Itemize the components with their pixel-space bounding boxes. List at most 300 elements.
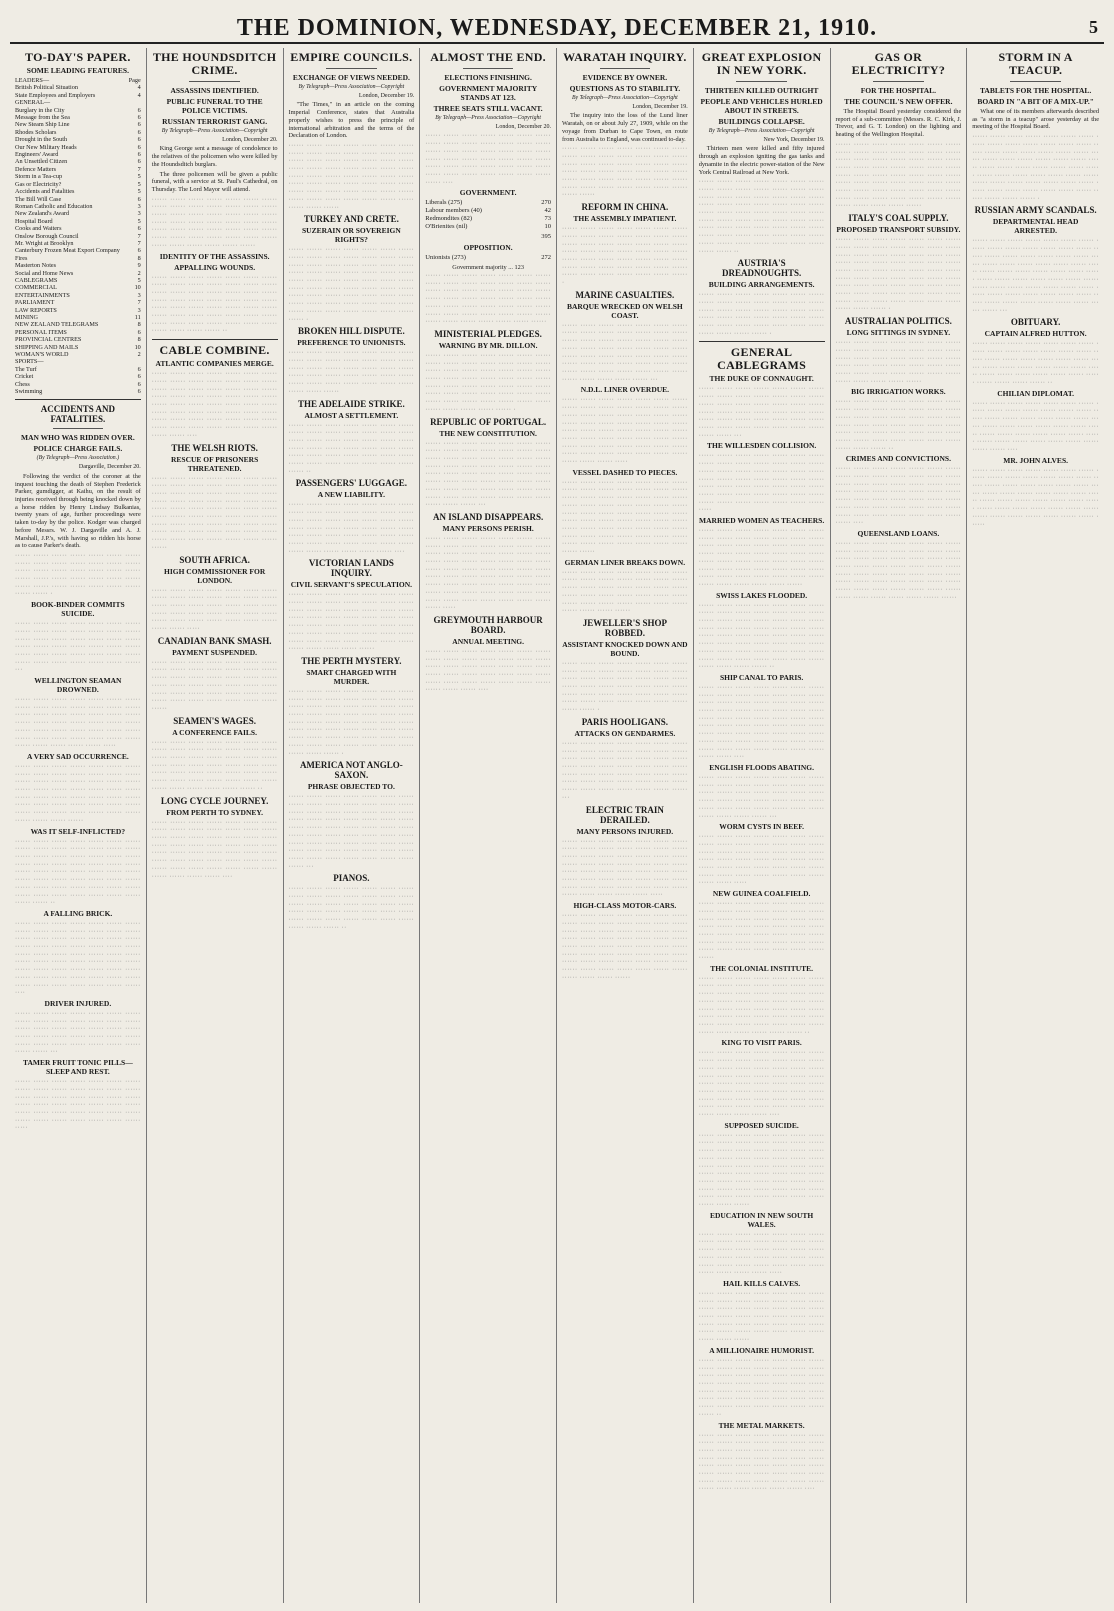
- public-funeral-heading: PUBLIC FUNERAL TO THE POLICE VICTIMS.: [166, 97, 263, 115]
- article-filler: ······ ······ ······ ······ ······ ······ ······ ······ ······ ······ ······ ······ ······ ······ ······ ······ ······ ······ ······ ······ ······ ······ ······ ······ ······ ······ ······ ······ ······ ······ ······ ······ ······ ······ ······ ······ ······ ······ ······ ······ ······ ······ ······ ······ ······ ······ ······ ······ ······ ······ ······ ······ ······ ······ ······ ······ ······ ······ ······ ······: [562, 912, 688, 981]
- index-row: [15, 181, 141, 188]
- index-row: [15, 388, 141, 395]
- divider: [15, 399, 141, 400]
- article-filler: ······ ······ ······ ······ ······ ······ ······ ······ ······ ······ ······ ······ ······ ······ ······ ······ ······ ······ ······ ······ ······ ······ ······ ······ ······ ······ ······ ······ ······ ······ ······ ······ ······ ······ ······ ······ ······ ······: [288, 349, 415, 395]
- leading-features-subheading: SOME LEADING FEATURES.: [26, 66, 129, 75]
- divider: [152, 339, 278, 340]
- article-filler: ······ ······ ······ ······ ······ ······ ······ ······ ······ ······ ······ ······ ······ ······ ······ ······ ······ ······ ······ ······ ······ ······ ······ ······ ······ ······ ······ ······ ······ ······ ······ ······ ······ ······ ······ ······ ······ ······ ······ ······ ······ ······ ······ ······ ······ ······ ······ ······ ······ ······ ······ ······ ······ ······ ······ ······ ······ ······ ······ ······ ··: [698, 601, 825, 671]
- index-page: 6: [137, 143, 141, 151]
- article-filler: ······ ······ ······ ······ ······ ······ ······ ······ ······ ······ ······ ······ ······ ······ ······ ······ ······ ······ ······ ······ ······ ······ ······ ······ ······ ······ ······ ······ ······ ······ ······ ······ ······ ······ ······ ······ ······ ······ ······ ······ ······ ······ ······ ······ ······ ······ ······ ······ ······ ······ ······ ······ ······ ······ ······ ······ ······ ······ ······: [288, 141, 415, 211]
- index-page: 3: [137, 306, 141, 314]
- party-label: Unionists (273): [425, 254, 466, 262]
- index-row: [15, 314, 141, 321]
- party-label: O'Brienites (nil): [425, 223, 468, 231]
- byline: (By Telegraph—Press Association.): [36, 455, 120, 462]
- barque-heading: BARQUE WRECKED ON WELSH COAST.: [566, 301, 683, 320]
- article-filler: ······ ······ ······ ······ ······ ······ ······ ······ ······ ······ ······ ······ ······ ······ ······ ······ ······ ······ ······ ······ ······ ······ ······ ······ ······ ······ ······ ······ ······ ······ ······ ······ ······ ······ ······ ······ ······ ······ ······ ······ ······ ······ ······ ······ ······ ······ ······ ······ ······ ······ ······ ······ ······ ······ ······ ····: [698, 1431, 825, 1493]
- index-row: [15, 121, 141, 128]
- wounds-heading: APPALLING WOUNDS.: [174, 262, 256, 272]
- index-page: 3: [137, 291, 141, 299]
- dreadnoughts-heading: AUSTRIA'S DREADNOUGHTS.: [721, 258, 802, 279]
- index-page: 6: [137, 114, 141, 122]
- article-filler: ······ ······ ······ ······ ······ ······ ······ ······ ······ ······ ······ ······ ······ ······ ······ ······ ······ ······ ······ ······ ······ ······ ······ ······ ······ ······ ······ ······ ······ ······ ······ ······ ······ ······ ······ ······ ······ ······ ······ ······ ······ ······ ······ ······ ······ ······ ······ ······ ······ ······ ······ ······ ······ ······ ······ ······ ······ ······ ······ ······ ······ ······ ······ ······ ······ ······: [698, 1131, 825, 1209]
- index-page: 6: [137, 388, 141, 396]
- vehicles-hurled-heading: PEOPLE AND VEHICLES HURLED ABOUT IN STREETS.: [700, 97, 823, 115]
- index-row: [15, 144, 141, 151]
- hospital-heading: FOR THE HOSPITAL.: [860, 86, 937, 95]
- index-label: The Turf: [15, 365, 37, 373]
- seaman-drowned-heading: WELLINGTON SEAMAN DROWNED.: [34, 676, 122, 695]
- pledges-heading: MINISTERIAL PLEDGES.: [434, 328, 542, 339]
- article-filler: ······ ······ ······ ······ ······ ······ ······ ······ ······ ······ ······ ······ ······ ······ ······ ······ ······ ······ ······ ······ ······ ······ ······ ······ ······ ······ ······ ······ ······ ······ ······ ······ ······ ······ ······ ······ ······ ······ ······ ······ ······ ······ ······ ······ ·····: [698, 833, 825, 887]
- adelaide-strike-heading: THE ADELAIDE STRIKE.: [297, 398, 405, 409]
- broken-hill-heading: BROKEN HILL DISPUTE.: [297, 326, 405, 337]
- hail-heading: HAIL KILLS CALVES.: [723, 1278, 801, 1288]
- murder-heading: SMART CHARGED WITH MURDER.: [306, 667, 397, 686]
- article-filler: ······ ······ ······ ······ ······ ······ ······ ······ ······ ······ ······ ······ ······ ······ ······ ······ ······ ······ ······ ······ ······ ······ ······ ······ ······ ······ ······ ······ ······ ······ ······ ······ ······ ······ ······ ······ ······ ······ ······ ···: [698, 774, 825, 820]
- article-filler: ······ ······ ······ ······ ······ ······ ······ ······ ······ ······ ······ ······ ······ ······ ······ ······ ······ ······ ······ ······ ······ ······ ······ ······ ······ ······ ······ ······ ······ ······ ······ ······ ······ ······ ······ ······ ······ ······ ······ ······ ······ ······ ······ ······ ······ ······ ······ ······ ······ ······ ······ ······ ······ ······ ······ ······ ······ ······ ······ ······ ······ ······ ······ ····: [15, 919, 141, 997]
- irrigation-heading: BIG IRRIGATION WORKS.: [851, 387, 946, 397]
- index-page: 9: [137, 262, 141, 270]
- article-filler: ······ ······ ······ ······ ······ ······ ······ ······ ······ ······ ······ ······ ······ ······ ······ ······ ······ ······ ······ ······ ······ ······ ······ ······ ······ ······ ······ ······ ······ ······ ······ ······ ······ ······ ······ ······ ······ ······ ······ ······ ······ ······ ······ ······ ······ ······ ······ ······ ······ ···: [562, 739, 688, 801]
- index-label: PROVINCIAL CENTRES: [15, 336, 82, 344]
- article-filler: ······ ······ ······ ······ ······ ······ ······ ······ ······ ······ ······ ······ ······ ······ ······ ······ ······ ······ ······ ······ ······ ······ ······ ······ ······ ······ ······ ······ ······ ······ ······ ······ ······ ······ ······ ······ ······ ·····: [151, 586, 278, 633]
- building-heading: BUILDING ARRANGEMENTS.: [708, 280, 815, 290]
- coalfield-heading: NEW GUINEA COALFIELD.: [712, 889, 811, 899]
- index-row: [15, 196, 141, 203]
- table-row: [425, 223, 551, 231]
- index-row: [15, 107, 141, 114]
- index-label: ENTERTAINMENTS: [15, 291, 70, 299]
- falling-brick-heading: A FALLING BRICK.: [43, 908, 113, 918]
- index-label: Roman Catholic and Education: [15, 202, 93, 210]
- opposition-table-title: OPPOSITION.: [463, 243, 513, 253]
- article-filler: ······ ······ ······ ······ ······ ······ ······ ······ ······ ······ ······ ······ ······ ······ ······ ······ ······ ······ ······ ······ ······ ······ ······ ······ ······ ······ ······ ······ ······ ······ ······ ······ ······ ······ ······ ······ ······ ······ ······ ······ ······ ······ ······ ······ ······ ······ ······ ······ ····: [288, 501, 415, 555]
- column-6: [694, 48, 831, 1603]
- king-paris-heading: KING TO VISIT PARIS.: [721, 1038, 802, 1048]
- article-filler: ······ ······ ······ ······ ······ ······ ······ ······ ······ ······ ······ ······ ······ ······ ······ ······ ······ ······ ······ ······ ······ ······ ······ ······ ······ ······ ······ ······ ······ ······ ······ ······ ······ ······ ······ ······ ······ ······ ······ ······ ······ ······ ······ ······ ······ ······ ······ ······ ······ ······ ······ ······ ······ ······ ·: [425, 351, 551, 413]
- cable-combine-heading: CABLE COMBINE.: [159, 343, 270, 358]
- article-filler: ······ ······ ······ ······ ······ ······ ······ ······ ······ ······ ······ ······ ······ ······ ······ ······ ······ ······ ······ ······ ······ ······ ······ ······ ······ ······ ······ ······ ······ ······ ······ ······ ······ ······ ······ ······ ······ ······ ······ ······ ······ ······ ······ ······ ······ ······ ······ ······ ······ ······ ······ ······ ······ ······ ······ ······ ······ ······ ······ ···: [425, 439, 551, 509]
- liability-heading: A NEW LIABILITY.: [317, 490, 386, 500]
- constitution-heading: THE NEW CONSTITUTION.: [439, 428, 537, 438]
- evidence-heading: EVIDENCE BY OWNER.: [582, 73, 668, 82]
- byline: By Telegraph—Press Association—Copyright: [298, 84, 405, 90]
- index-page: 6: [137, 151, 141, 159]
- index-page: 6: [137, 128, 141, 136]
- majority-heading: GOVERNMENT MAJORITY STANDS AT 123.: [439, 84, 538, 102]
- assembly-heading: THE ASSEMBLY IMPATIENT.: [573, 214, 677, 224]
- worm-cysts-heading: WORM CYSTS IN BEEF.: [719, 822, 804, 832]
- explosion-heading: GREAT EXPLOSION IN NEW YORK.: [701, 50, 822, 77]
- swiss-lakes-heading: SWISS LAKES FLOODED.: [716, 590, 808, 600]
- index-label: Gas or Electricity?: [15, 180, 62, 188]
- hooligans-heading: PARIS HOOLIGANS.: [581, 716, 669, 727]
- article-filler: ······ ······ ······ ······ ······ ······ ······ ······ ······ ······ ······ ······ ······ ······ ······ ······ ······ ······ ······ ······ ······ ······ ······ ······ ······ ······ ······ ······ ······ ······ ······ ······ ······ ······ ······ ······ ······ ······ ······ ······ ······ ······ ······ ······ ······ ····: [972, 399, 1099, 453]
- thirteen-killed-heading: THIRTEEN KILLED OUTRIGHT: [704, 86, 819, 95]
- army-scandals-heading: RUSSIAN ARMY SCANDALS.: [974, 205, 1097, 216]
- article-filler: ······ ······ ······ ······ ······ ······ ······ ······ ······ ······ ······ ······ ······ ······ ······ ······ ······ ······ ······ ······ ······ ······ ······ ······ ······ ······ ······ ······ ······ ······ ······ ······ ······ ······ ······ ······ ······ ······ ··: [288, 885, 415, 931]
- index-label: Fires: [15, 254, 28, 262]
- column-8: [967, 48, 1104, 1603]
- article-text: Following the verdict of the coroner at the inquest touching the death of Stephen Frederick Parker, gumdigger, at Kaihu, on the result of injuries received through being knocked down by a horse ridden by Henry Lindsay Bulkanias, twenty years of age, further proceedings were taken to-day by the police. Kodger was charged before Messrs. W. J. Dargaville and A. J. Marshall, J.P.'s, with having so ridden his horse as to cause Parker's death.: [15, 472, 141, 550]
- index-row: [15, 203, 141, 210]
- article-filler: ······ ······ ······ ······ ······ ······ ······ ······ ······ ······ ······ ······ ······ ······ ······ ······ ······ ······ ······ ······ ······ ······ ······ ······ ······ ······ ······ ······ ······ ······ ······ ······ ······ ······ ······ ······ ······ ······ ······ ······ ······ ······ ······ ······ ······ ······ ······ ······ ······ ······ ··: [698, 1356, 825, 1418]
- index-row: [15, 77, 141, 84]
- article-filler: ······ ······ ······ ······ ······ ······ ······ ······ ······ ······ ······ ······ ······ ······ ······ ······ ······ ······ ······ ······ ······ ······ ······ ······ ······ ······ ······ ······ ······ ······ ······ ······ ······ ······ ······ ······ ······ ······ ······ ······ ······ ······ ······ ······ ······ ······ ······ ······ ······ ······ ······ ······ ······ ······ ······ ······ ······ ······ ······ ······ ······ ······ ······ ······ ······ ··: [698, 178, 825, 255]
- storm-teacup-heading: STORM IN A TEACUP.: [998, 50, 1073, 77]
- elections-heading: ELECTIONS FINISHING.: [444, 73, 532, 82]
- gendarmes-heading: ATTACKS ON GENDARMES.: [574, 728, 676, 738]
- index-label: Mr. Wright at Brooklyn: [15, 239, 74, 247]
- tablets-heading: TABLETS FOR THE HOSPITAL.: [979, 86, 1092, 95]
- victorian-lands-heading: VICTORIAN LANDS INQUIRY.: [308, 558, 394, 579]
- seamens-wages-heading: SEAMEN'S WAGES.: [173, 715, 257, 726]
- index-row: [15, 277, 141, 284]
- australian-politics-heading: AUSTRALIAN POLITICS.: [844, 316, 952, 327]
- index-page: 2: [137, 269, 141, 277]
- index-label: Cooks and Waiters: [15, 225, 62, 233]
- article-filler: ······ ······ ······ ······ ······ ······ ······ ······ ······ ······ ······ ······ ······ ······ ······ ······ ······ ······ ······ ······ ······ ······ ······ ······ ······ ······ ······ ······ ······ ······ ······ ······ ······ ······ ······ ······ ······ ······ ······ ······ ······ ······ ·····: [15, 1078, 141, 1132]
- divider: [699, 341, 825, 342]
- index-label: Masterton Notes: [15, 262, 57, 270]
- index-page: Page: [128, 77, 141, 84]
- stability-heading: QUESTIONS AS TO STABILITY.: [569, 84, 681, 93]
- index-row: [15, 233, 141, 240]
- colonial-institute-heading: THE COLONIAL INSTITUTE.: [710, 963, 813, 973]
- index-row: [15, 262, 141, 269]
- perish-heading: MANY PERSONS PERISH.: [442, 523, 534, 533]
- byline: By Telegraph—Press Association—Copyright: [435, 115, 541, 121]
- index-row: [15, 284, 141, 291]
- article-filler: ······ ······ ······ ······ ······ ······ ······ ······ ······ ······ ······ ······ ······ ······ ······ ······ ······ ······ ······ ······ ······ ······ ······ ······ ······ ······ ······ ······ ······ ······ ······ ······ ······ ······ ······ ······ ······ ······ ······ ······ ······ ······ ······ ······ ······ ······ ······ ······ ······ ······ ······ ······ ······ ····: [151, 818, 278, 880]
- index-label: New Zealand's Award: [15, 210, 70, 218]
- index-page: 6: [137, 380, 141, 388]
- index-row: [15, 381, 141, 388]
- index-label: Defence Matters: [15, 165, 57, 173]
- index-label: CABLEGRAMS: [15, 276, 58, 284]
- civil-servant-heading: CIVIL SERVANT'S SPECULATION.: [290, 580, 413, 590]
- index-page: 7: [137, 239, 141, 247]
- anglo-saxon-heading: AMERICA NOT ANGLO-SAXON.: [299, 760, 403, 781]
- column-2: [147, 48, 284, 1603]
- seat-count: 42: [544, 207, 551, 215]
- index-row: [15, 255, 141, 262]
- article-filler: ······ ······ ······ ······ ······ ······ ······ ······ ······ ······ ······ ······ ······ ······ ······ ······ ······ ······ ······ ······ ······ ······ ······ ······ ······ ······ ······ ······ ······ ······ ······ ······ ······ ······ ······ ······ ······ ······ ······ ······: [835, 339, 962, 385]
- index-row: [15, 292, 141, 299]
- index-label: Storm in a Tea-cup: [15, 173, 63, 181]
- article-filler: ······ ······ ······ ······ ······ ······ ······ ······ ······ ······ ······ ······ ······ ······ ······ ······ ······ ······ ······ ······ ······ ······ ······ ······ ······ ······ ······ ······ ······ ······ ······ ······ ······ ······ ······ ······ ······ ······ ······ ······ ······ ······ ······ ······ ······ ······ ······ ······ ··: [151, 738, 278, 792]
- index-page: 2: [137, 351, 141, 359]
- article-filler: ······ ······ ······ ······ ······ ······ ······ ······ ······ ······ ······ ······ ······ ······ ······ ······ ······ ······ ······ ······ ······ ······ ······ ······ ······ ······ ······ ······ ······ ······ ······ ······ ······ ······ ······ ······ ······ ······ ······ ······ ······ ······ ······ ······ ······ ······ ······ ······ ······ ······ ······ ······ ······ ······ ······ ······ ······ ······ ······ ······ ······ ······ ······ ······ ·: [288, 246, 415, 323]
- article-filler: ······ ······ ······ ······ ······ ······ ······ ······ ······ ······ ······ ······ ······ ······ ······ ······ ······ ······ ······ ······ ······ ······ ······ ······ ······ ······ ······ ······ ······ ······ ······ ······ ······ ······ ······ ······ ······ ······ ······ ······ ······ ······ ······ ······ ······ ······ ······ ······ ······ ······ ······ ······ ······ ······ ······ ······ ······ ······ ······ ······ ······ ······ ······ ······ ······: [562, 478, 688, 556]
- index-label: LEADERS—: [15, 77, 50, 84]
- seat-count: 73: [544, 215, 551, 223]
- connaught-heading: THE DUKE OF CONNAUGHT.: [709, 374, 814, 384]
- column-1: [10, 48, 147, 1603]
- index-label: Burglary in the City: [15, 106, 65, 114]
- phrase-heading: PHRASE OBJECTED TO.: [307, 782, 395, 792]
- island-heading: AN ISLAND DISAPPEARS.: [432, 511, 544, 522]
- general-cablegrams-heading: GENERAL CABLEGRAMS: [717, 345, 807, 373]
- transport-subsidy-heading: PROPOSED TRANSPORT SUBSIDY.: [836, 225, 961, 235]
- jeweller-heading: JEWELLER'S SHOP ROBBED.: [582, 617, 668, 638]
- dateline: London, December 19.: [632, 103, 688, 110]
- divider: [600, 68, 650, 69]
- index-row: [15, 136, 141, 143]
- index-row: [15, 270, 141, 277]
- index-label: PERSONAL ITEMS: [15, 328, 67, 336]
- mix-up-heading: BOARD IN "A BIT OF A MIX-UP.": [977, 97, 1094, 106]
- gas-electricity-heading: GAS OR ELECTRICITY?: [851, 50, 946, 77]
- article-filler: ······ ······ ······ ······ ······ ······ ······ ······ ······ ······ ······ ······ ······ ······ ······ ······ ······ ······ ······ ······ ······ ······ ······ ······ ······ ······ ······ ······ ······ ······ ······ ······ ······ ······ ······ ······ ······ ······ ······ ······ ······ ······ ······ ······ ······ ······ ······ ······ ······ ······ ······ ······ ······ ······ ······ ······ ······ ······ ······ ·····: [562, 396, 688, 466]
- article-filler: ······ ······ ······ ······ ······ ······ ······ ······ ······ ······ ······ ······ ······ ······ ······ ······ ······ ······ ······ ······ ······ ······ ······ ······ ······ ······ ······ ······ ······ ······ ······ ······ ······ ······ ······ ······ ······ ······ ······ ······ ······ ······ ······ ······ ······ ······ ······ ······ ······ ······ ······ ······ ······ ······ ······ ······ ······ ······ ······ ······ ····: [698, 1049, 825, 1119]
- index-page: 11: [134, 314, 141, 321]
- index-page: 5: [137, 180, 141, 188]
- dateline: New York, December 19.: [763, 136, 825, 143]
- obituary-heading: OBITUARY.: [1010, 317, 1061, 328]
- index-row: [15, 366, 141, 373]
- party-label: Redmondites (82): [425, 215, 473, 223]
- assassins-identified-heading: ASSASSINS IDENTIFIED.: [170, 86, 259, 95]
- index-row: [15, 218, 141, 225]
- government-majority: Government majority ... 123: [452, 264, 524, 272]
- index-row: [15, 92, 141, 99]
- index-label: British Political Situation: [15, 84, 78, 92]
- divider: [326, 68, 376, 69]
- settlement-heading: ALMOST A SETTLEMENT.: [304, 410, 399, 420]
- divider: [53, 428, 103, 429]
- article-filler: ······ ······ ······ ······ ······ ······ ······ ······ ······ ······ ······ ······ ······ ······ ······ ······ ······ ······ ······ ······ ······ ······ ······ ······ ······ ······ ······ ······ ······ ······ ······ ······ ······ ······ ······ ······ ······ ······ ······ ······ ······ ······ ······ ··: [288, 421, 415, 475]
- index-row: [15, 240, 141, 247]
- article-filler: ······ ······ ······ ······ ······ ······ ······ ······ ······ ······ ······ ······ ······ ······ ······ ······ ······ ······ ······ ······ ······ ······ ······ ······ ······ ······ ······ ······ ······ ······ ······ ······ ······ ······ ······ ······ ······ ······ ······ ······ ······ ······ ······ ······ ···: [698, 385, 825, 439]
- article-filler: ······ ······ ······ ······ ······ ······ ······ ······ ······ ······ ······ ······ ······ ······ ······ ······ ······ ······ ······ ······ ······ ······ ······ ······ ······ ······ ······ ······ ······ ······ ······ ······ ······ ······ ······ ······ ······ ···: [15, 1009, 141, 1056]
- police-charge-heading: POLICE CHARGE FAILS.: [33, 444, 123, 454]
- index-label: WOMAN'S WORLD: [15, 351, 69, 359]
- index-label: SHIPPING AND MAILS: [15, 343, 79, 351]
- high-commissioner-heading: HIGH COMMISSIONER FOR LONDON.: [163, 566, 266, 585]
- dateline: London, December 19.: [358, 92, 415, 99]
- index-page: 7: [137, 232, 141, 240]
- bookbinder-heading: BOOK-BINDER COMMITS SUICIDE.: [31, 600, 125, 619]
- article-filler: ······ ······ ······ ······ ······ ······ ······ ······ ······ ······ ······ ······ ······ ······ ······ ······ ······ ······ ······ ······ ······ ······ ······ ······ ······ ······ ······ ······ ······ ······ ······ ······ ······ ······ ······ ······ ······ ······ ······: [562, 568, 688, 615]
- article-filler: ······ ······ ······ ······ ······ ······ ······ ······ ······ ······ ······ ······ ······ ······ ······ ······ ······ ······ ······ ······ ······ ······ ······ ······ ······ ······ ······ ······ ······ ······ ······ ······ ······ ······ ······ ······ ······ ······ ······ ······ ······ ······ ······ ······ ······ ······ ······ ······ ······ ······ ······ ······ ······ ······ ······ ······ ······ ······ ······ ······ ······ ······ ······ ······ ······ ····: [698, 683, 825, 761]
- index-page: 10: [134, 343, 141, 351]
- index-row: [15, 373, 141, 380]
- article-filler: ······ ······ ······ ······ ······ ······ ······ ······ ······ ······ ······ ······ ······ ······ ······ ······ ······ ······ ······ ······ ······ ······ ······ ······ ······ ······ ······ ······ ······ ······ ······ ······ ······ ······ ······ ······ ······ ······ ····: [425, 647, 551, 694]
- index-page: 4: [137, 84, 141, 92]
- article-filler: ······ ······ ······ ······ ······ ······ ······ ······ ······ ······ ······ ······ ······ ······ ······ ······ ······ ······ ······ ······ ······ ······ ······ ······ ······ ······ ······ ······ ······ ······ ······ ······ ······ ······ ······ ······ ······ ······ ······ ······ ······ ······ ······ ······ ······ ······ ······ ······ ······ ······ ······ ······ ······ ······ ······ ······ ······ ······ ····: [151, 370, 278, 439]
- article-filler: ······ ······ ······ ······ ······ ······ ······ ······ ······ ······ ······ ······ ······ ······ ······ ······ ······ ······ ······ ······ ······ ······ ······ ······ ······ ······ ······ ······ ······ ······ ······ ······ ······ ······ ······ ······ ······ ······ ······ ······ ······ ······ ······ ······ ······ ······ ······ ······ ······ ······ ······ ······ ······ ······ ······ ······ ······ ······ ······ ·: [288, 687, 415, 757]
- index-row: [15, 358, 141, 365]
- index-label: Chess: [15, 380, 30, 388]
- index-row: [15, 158, 141, 165]
- identity-heading: IDENTITY OF THE ASSASSINS.: [159, 251, 270, 261]
- index-row: [15, 247, 141, 254]
- empire-councils-heading: EMPIRE COUNCILS.: [290, 50, 413, 64]
- article-filler: ······ ······ ······ ······ ······ ······ ······ ······ ······ ······ ······ ······ ······ ······ ······ ······ ······ ······ ······ ······ ······ ······ ······ ······ ······ ······ ······ ······ ······ ······ ······ ······ ······ ······ ······ ······ ······ ······ ······ ······ ······ ······ ······ ······ ······ ······ ······ ······ ······ ······ ······ ······ ······ ··: [151, 273, 278, 335]
- column-7: [831, 48, 968, 1603]
- article-filler: ······ ······ ······ ······ ······ ······ ······ ······ ······ ······ ······ ······ ······ ······ ······ ······ ······ ······ ······ ······ ······ ······ ······ ······ ······ ······ ······ ······ ······ ······ ······ ······ ······ ······ ······ ······ ······ ······ ······ ······ ······ ······ ······ ······: [562, 145, 688, 199]
- seat-count: 10: [544, 223, 551, 231]
- party-label: Liberals (275): [425, 199, 463, 207]
- seat-count: 272: [541, 254, 551, 262]
- rescue-heading: RESCUE OF PRISONERS THREATENED.: [171, 454, 259, 473]
- hutton-heading: CAPTAIN ALFRED HUTTON.: [984, 329, 1087, 339]
- index-label: Our New Military Heads: [15, 143, 77, 151]
- index-row: [15, 225, 141, 232]
- index-page: 6: [137, 121, 141, 129]
- marine-casualties-heading: MARINE CASUALTIES.: [575, 289, 675, 300]
- perth-sydney-heading: FROM PERTH TO SYDNEY.: [166, 807, 263, 817]
- article-filler: ······ ······ ······ ······ ······ ······ ······ ······ ······ ······ ······ ······ ······ ······ ······ ······ ······ ······ ······ ······ ······ ······ ······ ······ ······ ······ ······ ······ ······ ······ ······ ······ ······ ······ ······ ······ ······ ······ ······ ······ ······ ······ ······ ······ ······: [698, 1289, 825, 1344]
- advertisement-heading: TAMER FRUIT TONIC PILLS—SLEEP AND REST.: [23, 1058, 133, 1077]
- article-filler: ······ ······ ······ ······ ······ ······ ······ ······ ······ ······ ······ ······ ······ ······ ······ ······ ······ ······ ······ ······ ······ ······ ······ ······ ······ ······ ······ ······ ······ ······ ······ ······ ······ ······ ······ ······ ······ ······ ······ ······ ······ ······ ······ ······ ······ ······ ······ ······ ······ ······ ······ ······ ······ ······ ······ ······ ······ ······ ······ ······ ······ ·: [972, 133, 1099, 202]
- index-label: New Steam Ship Line: [15, 121, 70, 129]
- article-filler: ······ ······ ······ ······ ······ ······ ······ ······ ······ ······ ······ ······ ······ ······ ······ ······ ······ ······ ······ ······ ······ ······ ······ ······ ······ ······ ······ ······ ······ ······ ······ ······ ······ ······ ······ ······ ······ ······ ······ ······ ······ ······ ······ ······ ······ ······ ······ ······ ······ ······ ······ ······ ······ ······: [288, 591, 415, 653]
- perth-mystery-heading: THE PERTH MYSTERY.: [301, 655, 402, 666]
- pianos-heading: PIANOS.: [333, 873, 370, 884]
- index-page: 5: [137, 217, 141, 225]
- dateline: London, December 20.: [495, 123, 551, 130]
- index-page: 6: [137, 225, 141, 233]
- index-row: [15, 210, 141, 217]
- index-label: Canterbury Frozen Meat Export Company: [15, 247, 120, 255]
- dateline: Dargaville, December 20.: [78, 464, 141, 471]
- index-page: 6: [137, 365, 141, 373]
- index-row: [15, 188, 141, 195]
- index-label: Drought in the South: [15, 136, 68, 144]
- article-filler: ······ ······ ······ ······ ······ ······ ······ ······ ······ ······ ······ ······ ······ ······ ······ ······ ······ ······ ······ ······ ······ ······ ······ ······ ······ ······ ······ ······ ······ ······ ······ ······ ······ ······ ······ ······ ······ ······ ······ ······ ······ ······ ······ ······ ······ ······ ······ ······ ······ ······ ······ ······ ······ ······ ······ ······ ······ ······ ······ ······ ······ ······ ······ ······ ·····: [425, 534, 551, 612]
- accidents-heading: ACCIDENTS AND FATALITIES.: [40, 404, 115, 425]
- index-page: 6: [137, 158, 141, 166]
- queensland-loans-heading: QUEENSLAND LOANS.: [857, 528, 940, 538]
- luggage-heading: PASSENGERS' LUGGAGE.: [295, 478, 408, 489]
- government-table-title: GOVERNMENT.: [459, 188, 517, 198]
- turkey-crete-heading: TURKEY AND CRETE.: [303, 214, 399, 225]
- article-filler: ······ ······ ······ ······ ······ ······ ······ ······ ······ ······ ······ ······ ······ ······ ······ ······ ······ ······ ······ ······ ······ ······ ······ ······ ······ ······ ······ ······ ······ ······ ······ ······ ······ ······ ······ ······ ······ ······ ······ ······ ······ ······ ······ ······ ······ ······ ······ ······ ······ ······ ······ ······ ······ ······ ···: [562, 321, 688, 383]
- index-label: LAW REPORTS: [15, 306, 57, 314]
- conference-fails-heading: A CONFERENCE FAILS.: [172, 727, 257, 737]
- article-filler: ······ ······ ······ ······ ······ ······ ······ ······ ······ ······ ······ ······ ······ ······ ······ ······ ······ ······ ······ ······ ······ ······ ······ ······ ······ ······ ······ ······ ······ ······ ······ ······ ······ ······ ······ ······ ······ ······ ······ ······ ······ ······ ······ ······ ······ ······ ······ ······ ······ ······ ······ ······ ······ ······ ······ ······ ······ ······ ······ ······ ······ ······ ······ ······ ······ ······ ···: [972, 237, 1099, 314]
- greymouth-heading: GREYMOUTH HARBOUR BOARD.: [433, 614, 543, 635]
- columns: [10, 48, 1104, 1603]
- article-text: Thirteen men were killed and fifty injured through an explosion igniting the gas tanks and dynamite in the electric power-station of the New York Central Railroad at New York.: [698, 145, 825, 176]
- self-inflicted-heading: WAS IT SELF-INFLICTED?: [30, 826, 126, 836]
- index-page: 8: [137, 336, 141, 344]
- article-text: The inquiry into the loss of the Lund liner Waratah, on or about July 27, 1909, while on the voyage from Durban to Cape Town, en route from Australia to England, was continued to-day.: [562, 112, 688, 143]
- german-liner-heading: GERMAN LINER BREAKS DOWN.: [564, 557, 686, 567]
- index-page: 6: [137, 136, 141, 144]
- article-filler: ······ ······ ······ ······ ······ ······ ······ ······ ······ ······ ······ ······ ······ ······ ······ ······ ······ ······ ······ ······ ······ ······ ······ ······ ······ ······ ······ ······ ······ ······ ······ ······ ······ ······ ······ ······ ······ ······ ······ ······ ······ ······ ······ ······ ······ ··: [835, 398, 962, 452]
- divider: [873, 81, 923, 82]
- article-text: The Hospital Board yesterday considered the report of a sub-committee (Messrs. R. C. Kirk, J. Trevor, and G. T. London) on the lighting and heating of the Wellington Hospital.: [835, 108, 962, 139]
- index-row: [15, 351, 141, 358]
- portugal-heading: REPUBLIC OF PORTUGAL.: [430, 416, 547, 427]
- exchange-views-heading: EXCHANGE OF VIEWS NEEDED.: [292, 73, 410, 82]
- cycle-journey-heading: LONG CYCLE JOURNEY.: [160, 795, 269, 806]
- education-heading: EDUCATION IN NEW SOUTH WALES.: [709, 1210, 814, 1229]
- head-arrested-heading: DEPARTMENTAL HEAD ARRESTED.: [992, 217, 1079, 236]
- index-row: [15, 114, 141, 121]
- article-filler: ······ ······ ······ ······ ······ ······ ······ ······ ······ ······ ······ ······ ······ ······ ······ ······ ······ ······ ······ ······ ······ ······ ······ ······ ······ ······ ······ ······ ······ ······ ······ ······ ······ ······ ······ ······ ······ ······ ······ ······ ······ ······ ······ ······ ······ ······ ······ ······ ······ ······ ······: [972, 466, 1099, 528]
- page-number: 5: [1089, 17, 1098, 37]
- article-filler: ······ ······ ······ ······ ······ ······ ······ ······ ······ ······ ······ ······ ······ ······ ······ ······ ······ ······ ······ ······ ······ ······ ······ ······ ······ ······ ······ ······ ······ ······ ······ ······ ······ ······ ······ ······ ······ ······ ······ ······ ······ ······ ······ ······ ······ ······ ······ ······ ······ ······ ······ ······ ······ ······ ·····: [562, 837, 688, 899]
- byline: By Telegraph—Press Association—Copyright: [572, 95, 678, 101]
- byline: By Telegraph—Press Association—Copyright: [708, 128, 815, 134]
- index-page: 3: [137, 210, 141, 218]
- divider: [1010, 81, 1061, 82]
- index-page: 6: [137, 373, 141, 381]
- article-text: The three policemen will be given a public funeral, with a service at St. Paul's Cathedral, on Thursday. The Lord Mayor will attend.: [151, 170, 278, 193]
- index-label: Engineers' Award: [15, 151, 59, 159]
- council-offer-heading: THE COUNCIL'S NEW OFFER.: [844, 97, 953, 106]
- index-page: 5: [137, 276, 141, 284]
- preference-heading: PREFERENCE TO UNIONISTS.: [297, 338, 406, 348]
- humorist-heading: A MILLIONAIRE HUMORIST.: [709, 1345, 814, 1355]
- index-label: Rhodes Scholars: [15, 128, 57, 136]
- waratah-heading: WARATAH INQUIRY.: [563, 50, 687, 64]
- article-text: What one of its members afterwards described as "a storm in a teacup" arose yesterday at the meeting of the Hospital Board.: [972, 108, 1099, 131]
- article-filler: ······ ······ ······ ······ ······ ······ ······ ······ ······ ······ ······ ······ ······ ······ ······ ······ ······ ······ ······ ······ ······ ······ ······ ······ ······ ······ ······ ······ ······ ······ ······ ······ ······ ······ ······ ······ ······ ······ ······ ······ ······ ······ ······ ······ ······ ······ ······ ······ ······ ······ ······ ······ ······ ······ ······ ······ ······ ······ ······ ······ ······ ······ ······ ······: [151, 474, 278, 551]
- contents-index: [15, 77, 141, 395]
- index-row: [15, 336, 141, 343]
- column-3: [284, 48, 421, 1603]
- index-row: [15, 307, 141, 314]
- article-filler: ······ ······ ······ ······ ······ ······ ······ ······ ······ ······ ······ ······ ······ ······ ······ ······ ······ ······ ······ ······ ······ ······ ······ ······ ······ ······ ······ ······ ······ ······ ······ ······ ······ ······ ······ ······ ······ ······ ······ ······ ······ ······ ······ ······ ······ ······ ······ ·····: [15, 696, 141, 750]
- ridden-over-heading: MAN WHO WAS RIDDEN OVER.: [21, 433, 135, 443]
- index-label: Swimming: [15, 388, 43, 396]
- index-label: SPORTS—: [15, 358, 44, 366]
- suicide-heading: SUPPOSED SUICIDE.: [724, 1120, 799, 1130]
- motor-cars-heading: HIGH-CLASS MOTOR-CARS.: [573, 901, 677, 911]
- suzerain-heading: SUZERAIN OR SOVEREIGN RIGHTS?: [301, 226, 401, 245]
- liner-overdue-heading: N.D.L. LINER OVERDUE.: [580, 385, 670, 395]
- index-label: MINING: [15, 314, 39, 321]
- government-table: [425, 199, 551, 231]
- married-women-heading: MARRIED WOMEN AS TEACHERS.: [699, 516, 825, 526]
- index-label: Accidents and Fatalities: [15, 188, 75, 196]
- index-page: 6: [137, 195, 141, 203]
- english-floods-heading: ENGLISH FLOODS ABATING.: [709, 763, 814, 772]
- index-page: 5: [137, 188, 141, 196]
- ship-canal-heading: SHIP CANAL TO PARIS.: [719, 672, 804, 682]
- masthead-title: THE DOMINION, WEDNESDAY, DECEMBER 21, 1910.: [236, 15, 878, 41]
- index-page: 3: [137, 202, 141, 210]
- long-sittings-heading: LONG SITTINGS IN SYDNEY.: [846, 328, 951, 338]
- index-page: 6: [137, 247, 141, 255]
- index-page: 8: [137, 321, 141, 329]
- vessel-dashed-heading: VESSEL DASHED TO PIECES.: [572, 467, 678, 477]
- index-label: The Bill Will Case: [15, 195, 62, 203]
- party-label: Labour members (40): [425, 207, 482, 215]
- article-filler: ······ ······ ······ ······ ······ ······ ······ ······ ······ ······ ······ ······ ······ ······ ······ ······ ······ ······ ······ ······ ······ ······ ······ ······ ······ ······ ······ ······ ······ ······ ······ ······ ······ ······ ······ ······ ······ ······ ······ ······ ······ ······ ······ ······ ······ ······ ······ ······ ······ ······ ······ ······ ······ ······ ······ ······ ······ ······ ······ ······ ······ ······ ······ ······ ······ ······ ·: [835, 236, 962, 313]
- article-filler: ······ ······ ······ ······ ······ ······ ······ ······ ······ ······ ······ ······ ······ ······ ······ ······ ······ ······ ······ ······ ······ ······ ······ ······ ······ ······ ······ ······ ······ ······ ······ ······ ······ ······ ······ ······ ······ ·: [15, 551, 141, 598]
- column-4: [420, 48, 557, 1603]
- table-row: [425, 207, 551, 215]
- index-label: State Employees and Employers: [15, 91, 96, 99]
- index-label: Onslow Borough Council: [15, 232, 79, 240]
- byline: By Telegraph—Press Association—Copyright: [161, 128, 268, 134]
- index-row: [15, 166, 141, 173]
- article-filler: ······ ······ ······ ······ ······ ······ ······ ······ ······ ······ ······ ······ ······ ······ ······ ······ ······ ······ ······ ······ ······ ······ ······ ······ ······ ······ ······ ······ ······ ······ ······ ······ ······ ······ ······ ······ ······ ······ ······ ······ ······ ······ ······ ······ ······ ······ ······ ······ ······ ······ ······ ······ ······ ······ ······ ······: [835, 539, 962, 601]
- article-filler: ······ ······ ······ ······ ······ ······ ······ ······ ······ ······ ······ ······ ······ ······ ······ ······ ······ ······ ······ ······ ······ ······ ······ ······ ······ ······ ······ ······ ······ ······ ······ ······ ······ ······ ······ ······ ······ ······ ······ ······ ······ ······ ······ ······ ······ ······ ······ ······ ······ ······ ······ ······ ······ ······ ······ ······ ······ ······ ······ ······ ······ ······ ······ ······ ···: [288, 793, 415, 870]
- willesden-heading: THE WILLESDEN COLLISION.: [706, 441, 817, 451]
- italy-coal-heading: ITALY'S COAL SUPPLY.: [848, 213, 949, 224]
- index-label: Hospital Board: [15, 217, 53, 225]
- index-label: GENERAL—: [15, 99, 51, 107]
- index-page: 6: [137, 328, 141, 336]
